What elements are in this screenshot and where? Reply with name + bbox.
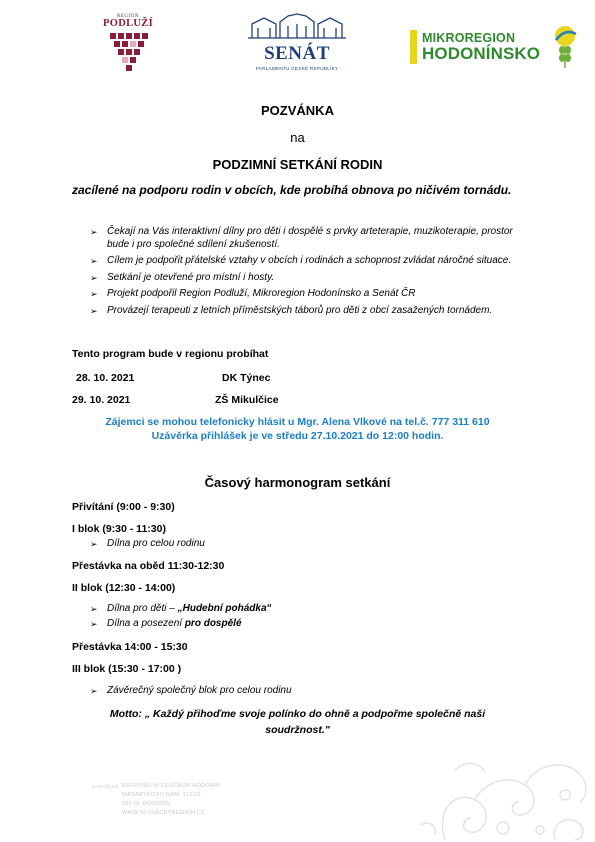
arrow-bullet-icon: ➢ [90,305,98,316]
block3-list [90,685,490,698]
contact-info: Zájemci se mohou telefonicky hlásit u Mgr. Alena Vlkové na tel.č. 777 311 610 [105,416,490,428]
event-date: 28. 10. 2021 [76,372,135,384]
arrow-bullet-icon: ➢ [90,618,98,629]
logo-senat [244,12,350,86]
list-item: ➢ Závěrečný společný blok pro celou rodinu [90,685,292,696]
list-item: ➢ Projekt podpořil Region Podluží, Mikroregion Hodonínsko a Senát ČR [90,288,416,299]
arrow-bullet-icon: ➢ [90,539,98,549]
arrow-bullet-icon: ➢ [90,686,98,696]
mikro-logo-line1: MIKROREGION [422,31,516,45]
list-item: ➢ Cílem je podpořit přátelské vztahy v obcích i rodinách a schopnost zvládat náročné situace. [90,255,512,266]
arrow-bullet-icon: ➢ [90,227,98,237]
senat-logo-subtitle: PARLAMENTU ČESKÉ REPUBLIKY [255,66,339,71]
event-place: DK Týnec [222,372,271,384]
info-bullet-list [90,226,530,321]
arrow-bullet-icon: ➢ [90,256,98,266]
footer-line: WWW.SLOVACKYREGION.CZ [122,810,205,816]
schedule-block1: I blok (9:30 - 11:30) [72,523,166,535]
footer-line: REGIONÁLNÍ CENTRUM HODONÍN [122,783,221,789]
title-connector: na [290,130,305,145]
schedule-block3: III blok (15:30 - 17:00 ) [72,663,182,675]
list-item: ➢ Dílna a posezení pro dospělé [90,617,242,629]
arrow-bullet-icon: ➢ [90,272,98,283]
motto-line2: soudržnost." [265,724,330,736]
schedule-welcome: Přivítání (9:00 - 9:30) [72,501,175,513]
arrow-bullet-icon: ➢ [90,289,98,299]
list-item: ➢ Setkání je otevřené pro místní i hosty. [90,271,275,283]
footer-line: 695 01 HODONÍN [122,801,171,807]
mikro-logo-line2: HODONÍNSKO [422,44,541,63]
event-date: 29. 10. 2021 [72,394,131,406]
list-item: ➢ Provázejí terapeuti z letních příměstských táborů pro děti z obcí zasažených tornádem. [90,304,493,316]
grapes-icon [96,29,160,93]
block1-list [90,538,490,551]
block2-list [90,603,490,632]
schedule-lunch: Přestávka na oběd 11:30-12:30 [72,560,225,572]
podluzi-logo-line1: REGION [117,14,139,19]
document-title: POZVÁNKA [261,103,334,118]
program-intro: Tento program bude v regionu probíhat [72,348,269,360]
footer-label: KANCELÁŘ [92,784,119,789]
footer-line: MASARYKOVO NÁM. 113/22 [122,792,201,798]
intro-text: zacílené na podporu rodin v obcích, kde probíhá obnova po ničivém tornádu. [72,183,512,197]
list-item: ➢ Dílna pro děti – „Hudební pohádka“ [90,603,272,614]
senat-logo-name: SENÁT [264,43,330,64]
ornament-decoration [415,740,595,842]
list-item: ➢ Dílna pro celou rodinu [90,538,205,549]
wheat-icon [550,24,580,70]
logo-mikroregion-hodoninsko [410,24,580,72]
schedule-block2: II blok (12:30 - 14:00) [72,582,176,594]
list-item: ➢ Čekají na Vás interaktivní dílny pro děti i dospělé s prvky arteterapie, muzikoterapie, prostor bude i pro společné sdílení zkušeností. [90,226,513,250]
podluzi-logo-line2: PODLUŽÍ [103,18,153,29]
motto-line1: Motto: „ Každý přihoďme svoje polínko do ohně a podpořme společně naši [109,708,486,720]
event-title: PODZIMNÍ SETKÁNÍ RODIN [212,157,383,172]
schedule-title: Časový harmonogram setkání [204,475,391,490]
arrow-bullet-icon: ➢ [90,604,98,614]
mikro-logo-bar [410,30,417,64]
registration-deadline: Uzávěrka přihlášek je ve středu 27.10.2021 do 12:00 hodin. [151,430,444,442]
logo-region-podluzi [96,10,160,100]
event-place: ZŠ Mikulčice [215,394,279,406]
senat-building-icon [244,12,350,40]
schedule-break: Přestávka 14:00 - 15:30 [72,641,188,653]
